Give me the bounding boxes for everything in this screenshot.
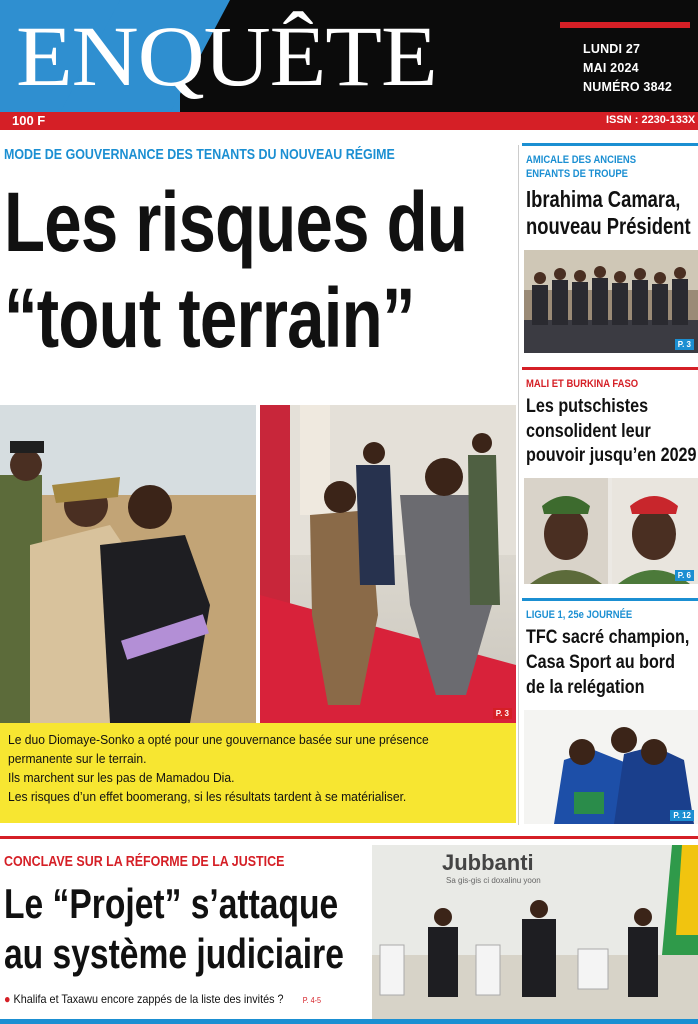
- sidebar1-photo-illustration: [524, 250, 698, 353]
- sidebar2-title-line1: Les putschistes: [526, 396, 649, 417]
- price: 100 F: [12, 113, 46, 128]
- lead-photo-right: [260, 405, 516, 723]
- sidebar2-title-line2: consolident leur: [526, 421, 651, 442]
- bottom-headline-line2: au système judiciaire: [4, 930, 344, 977]
- price-bar: [0, 112, 698, 130]
- issue-day: LUNDI 27: [583, 42, 641, 56]
- bottom-kicker: CONCLAVE SUR LA RÉFORME DE LA JUSTICE: [4, 853, 285, 870]
- lead-headline-line2: “tout terrain”: [4, 271, 415, 365]
- sidebar-rule: [522, 367, 698, 370]
- sidebar1-kicker-line2: ENFANTS DE TROUPE: [526, 168, 628, 180]
- sidebar3-photo-illustration: [524, 710, 698, 824]
- sidebar3-photo: [524, 710, 698, 824]
- bottom-bullet: [4, 992, 321, 1006]
- sidebar2-title-line3: pouvoir jusqu’en 2029: [526, 445, 697, 466]
- issn: ISSN : 2230-133X: [606, 114, 696, 126]
- sidebar3-title-line2: Casa Sport au bord: [526, 652, 675, 673]
- lead-page-ref: P. 3: [493, 708, 512, 719]
- sidebar1-kicker-line1: AMICALE DES ANCIENS: [526, 154, 637, 166]
- sidebar2-kicker: MALI ET BURKINA FASO: [526, 378, 639, 390]
- banner-subtitle: Sa gis-gis ci doxalinu yoon: [446, 876, 541, 885]
- bottom-photo: [372, 845, 698, 1024]
- lead-headline-line1: Les risques du: [4, 175, 468, 269]
- sidebar2-photo: [524, 478, 698, 584]
- lead-photo-right-illustration: [260, 405, 516, 723]
- masthead: [0, 0, 698, 112]
- sidebar3-title-line1: TFC sacré champion,: [526, 627, 690, 648]
- lead-photo-left-illustration: [0, 405, 256, 723]
- bottom-bullet-page-ref: P. 4-5: [302, 996, 321, 1005]
- issue-number: NUMÉRO 3842: [583, 80, 673, 94]
- sidebar2-photo-illustration: [524, 478, 698, 584]
- sidebar1-title-line1: Ibrahima Camara,: [526, 186, 681, 212]
- sidebar1-photo: [524, 250, 698, 353]
- sidebar3-kicker: LIGUE 1, 25e JOURNÉE: [526, 609, 633, 621]
- lead-caption-line: permanente sur le terrain.: [8, 751, 147, 766]
- lead-photo-left: [0, 405, 256, 723]
- lead-caption-line: Ils marchent sur les pas de Mamadou Dia.: [8, 770, 235, 785]
- sidebar1-title-line2: nouveau Président: [526, 213, 691, 239]
- lead-kicker: MODE DE GOUVERNANCE DES TENANTS DU NOUVEAU RÉGIME: [4, 146, 395, 163]
- footer-bar: [0, 1019, 698, 1024]
- column-divider: [518, 145, 519, 825]
- sidebar1-page-ref: P. 3: [675, 339, 694, 350]
- sidebar-rule: [522, 143, 698, 146]
- bottom-bullet-text: Khalifa et Taxawu encore zappés de la liste des invités ?: [13, 992, 284, 1006]
- banner-title: Jubbanti: [442, 850, 534, 875]
- bottom-photo-illustration: [372, 845, 698, 1024]
- sidebar3-page-ref: P. 12: [670, 810, 694, 821]
- bottom-rule: [0, 836, 698, 839]
- issue-month: MAI 2024: [583, 61, 639, 75]
- masthead-red-bar: [560, 22, 690, 28]
- lead-caption-line: Les risques d’un effet boomerang, si les résultats tardent à se matérialiser.: [8, 789, 407, 804]
- sidebar3-title-line3: de la relégation: [526, 677, 645, 698]
- sidebar-rule: [522, 598, 698, 601]
- newspaper-logo: ENQUÊTE: [16, 8, 437, 104]
- bottom-headline-line1: Le “Projet” s’attaque: [4, 880, 339, 927]
- bullet-dot-icon: ●: [4, 992, 11, 1006]
- sidebar2-page-ref: P. 6: [675, 570, 694, 581]
- lead-caption-line: Le duo Diomaye-Sonko a opté pour une gouvernance basée sur une présence: [8, 732, 429, 747]
